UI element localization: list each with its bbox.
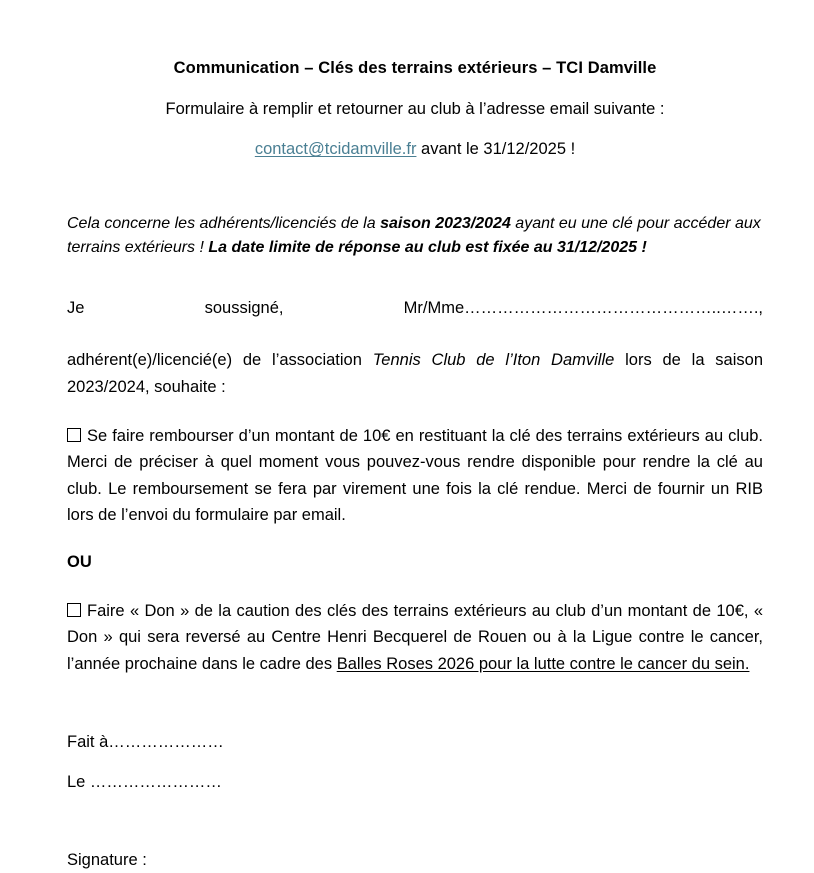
place-field[interactable]: Fait à…………………	[67, 733, 224, 752]
checkbox-refund-icon[interactable]	[67, 428, 81, 442]
notice-text-part1: Cela concerne les adhérents/licenciés de la	[67, 214, 381, 232]
document-subtitle: Formulaire à remplir et retourner au club à l’adresse email suivante :	[165, 99, 665, 118]
option-refund-paragraph	[67, 400, 763, 529]
option-refund-text: Se faire rembourser d’un montant de 10€ en restituant la clé des terrains extérieurs au club. Merci de préciser à quel moment vous pouvez-vous rendre disponible pour rendre la clé au club. Le remboursement se fera par virement une fois la clé rendue. Merci de fournir un RIB lors de l’envoi du formulaire par email.	[67, 427, 763, 525]
signature-block	[67, 677, 763, 873]
notice-deadline-bold: La date limite de réponse au club est fixée au 31/12/2025 !	[208, 239, 647, 257]
declaration-text-part2: lors de la saison 2023/2024, souhaite :	[67, 351, 763, 396]
notice-paragraph	[67, 160, 763, 261]
option-donation-paragraph	[67, 575, 763, 677]
declaration-paragraph	[67, 261, 763, 401]
declaration-name-line: Je soussigné, Mr/Mme………………………………………..…….,	[67, 298, 763, 317]
option-donation-text: Faire « Don » de la caution des clés des terrains extérieurs au club d’un montant de 10€, « Don » qui sera reversé au Centre Henri Becquerel de Rouen ou à la Ligue contre le cancer, l’année prochaine dans le cadre des	[67, 602, 763, 673]
signature-label: Signature :	[67, 850, 147, 869]
contact-email-line	[67, 119, 763, 160]
contact-email-deadline: avant le 31/12/2025 !	[416, 140, 576, 159]
notice-season-bold: saison 2023/2024	[380, 214, 511, 232]
checkbox-donation-icon[interactable]	[67, 603, 81, 617]
contact-email-link[interactable]: contact@tcidamville.fr	[254, 140, 417, 159]
date-field[interactable]: Le ……………………	[67, 772, 222, 791]
option-separator: OU	[67, 552, 92, 571]
page-title: Communication – Clés des terrains extérieurs – TCI Damville	[173, 59, 657, 77]
notice-text-part2: ayant eu une clé pour accéder aux terrains extérieurs !	[67, 214, 761, 257]
declaration-text-part1: adhérent(e)/licencié(e) de l’association	[67, 351, 373, 370]
document-content	[67, 0, 763, 873]
declaration-club-name: Tennis Club de l’Iton Damville	[372, 351, 615, 370]
option-donation-campaign: Balles Roses 2026 pour la lutte contre le cancer du sein.	[336, 654, 750, 673]
